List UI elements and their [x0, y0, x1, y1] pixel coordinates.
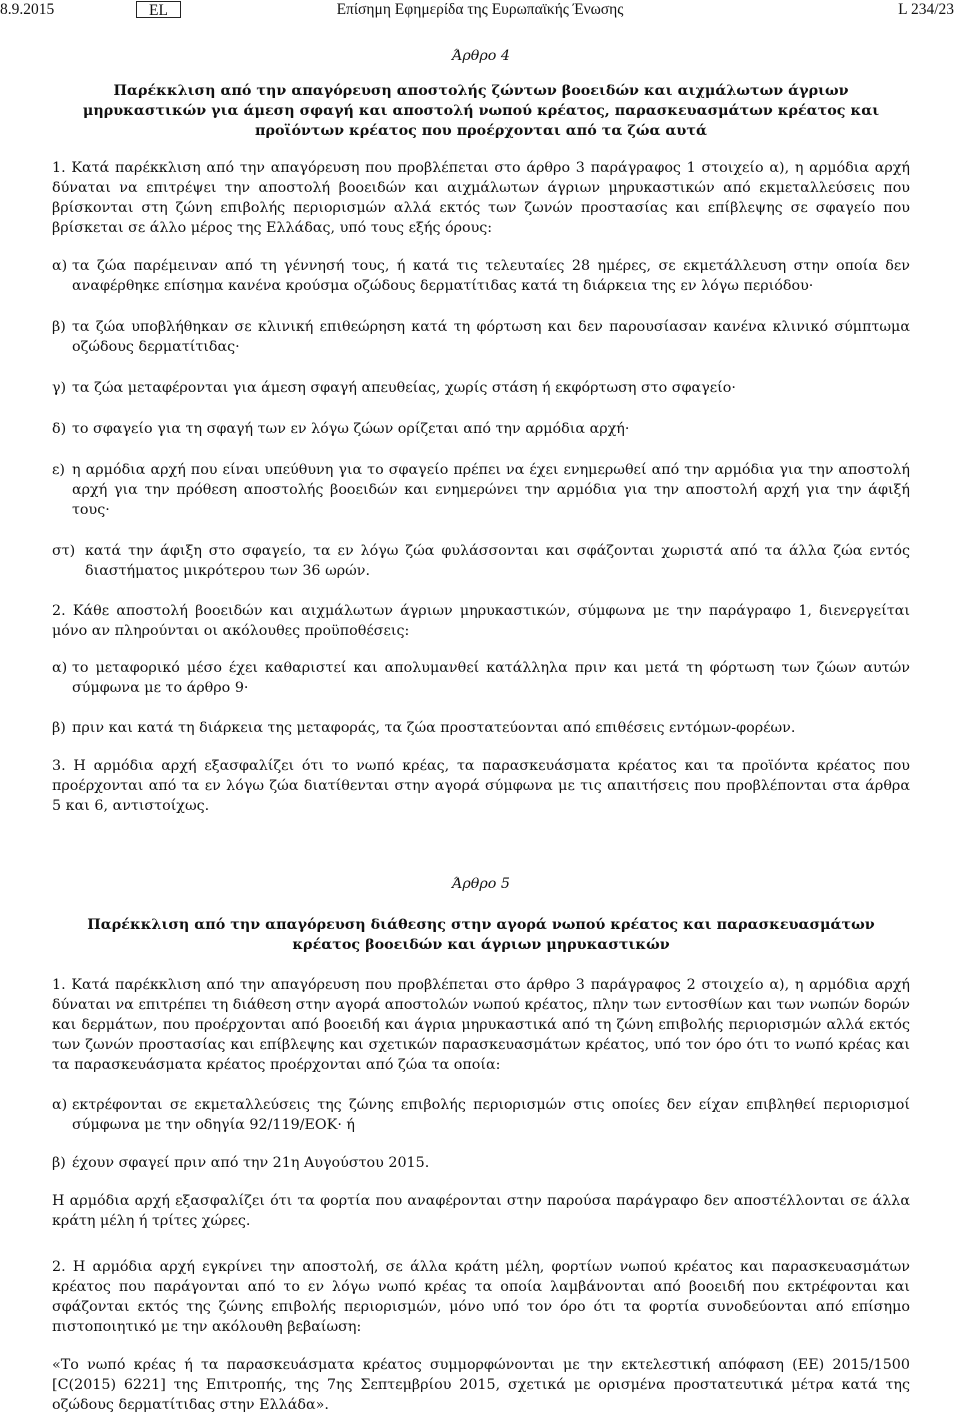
list-item-label: α)	[52, 1097, 68, 1113]
list-item	[52, 1095, 910, 1135]
header-date: 8.9.2015	[0, 1, 55, 18]
list-item	[52, 317, 910, 357]
journal-title: Επίσημη Εφημερίδα της Ευρωπαϊκής Ένωσης	[336, 1, 624, 18]
list-item-label: β)	[52, 319, 66, 335]
list-item-label: δ)	[52, 421, 67, 437]
list-item-text: το μεταφορικό μέσο έχει καθαριστεί και απολυμανθεί κατάλληλα πριν και μετά τη φόρτωση των ζώων αυτών σύμφωνα με το άρθρο 9·	[72, 660, 910, 696]
list-item-text: τα ζώα μεταφέρονται για άμεση σφαγή απευθείας, χωρίς στάση ή εκφόρτωση στο σφαγείο·	[72, 380, 736, 396]
list-item	[52, 378, 910, 398]
list-item-text: κατά την άφιξη στο σφαγείο, τα εν λόγω ζώα φυλάσσονται και σφάζονται χωριστά από τα άλλα ζώα εντός διαστήματος μικρότερου των 36 ωρών.	[85, 543, 910, 579]
article-5-paragraph-1: 1. Κατά παρέκκλιση από την απαγόρευση που προβλέπεται στο άρθρο 3 παράγραφος 2 στοιχείο α), η αρμόδια αρχή δύναται να επιτρέπει τη διάθεση στην αγορά αποστολών νωπού κρέατος, πλην των εντοσθίων και των νωπών δορών και δερμάτων, που προέρχονται από βοοειδή και άγρια μηρυκαστικά από τη ζώνη επιβολής περιορισμών αλλά εκτός των ζωνών προστασίας και επίβλεψης και σχετικών παρασκευασμάτων κρέατος, υπό τον όρο ότι το νωπό κρέας και τα παρασκευάσματα κρέατος προέρχονται από ζώα τα οποία:	[52, 977, 910, 1073]
document-body	[52, 46, 910, 1415]
article-4-title: Παρέκκλιση από την απαγόρευση αποστολής ζώντων βοοειδών και αιχμάλωτων άγριων μηρυκαστικών για άμεση σφαγή και αποστολή νωπού κρέατος, παρασκευασμάτων κρέατος και προϊόντων κρέατος που προέρχονται από τα ζώα αυτά	[82, 83, 880, 139]
list-item	[52, 256, 910, 296]
article-4-paragraph-1: 1. Κατά παρέκκλιση από την απαγόρευση που προβλέπεται στο άρθρο 3 παράγραφος 1 στοιχείο α), η αρμόδια αρχή δύναται να επιτρέψει την αποστολή βοοειδών και αιχμάλωτων άγριων μηρυκαστικών από εκμεταλλεύσεις που βρίσκονται στη ζώνη επιβολής περιορισμών αλλά εκτός των ζωνών προστασίας και επίβλεψης σε σφαγείο που βρίσκεται σε άλλο μέρος της Ελλάδας, υπό τους εξής όρους:	[52, 160, 910, 236]
article-4-paragraph-2: 2. Κάθε αποστολή βοοειδών και αιχμάλωτων άγριων μηρυκαστικών, σύμφωνα με την παράγραφο 1, διενεργείται μόνο αν πληρούνται οι ακόλουθες προϋποθέσεις:	[52, 603, 910, 639]
page-header	[0, 0, 960, 20]
list-item-label: β)	[52, 720, 66, 736]
article-4-paragraph-3: 3. Η αρμόδια αρχή εξασφαλίζει ότι το νωπό κρέας, τα παρασκευάσματα κρέατος και τα προϊόντα κρέατος που προέρχονται από τα εν λόγω ζώα διατίθενται στην αγορά σύμφωνα με τις απαιτήσεις που προβλέπονται στα άρθρα 5 και 6, αντιστοίχως.	[52, 758, 910, 814]
list-item-text: το σφαγείο για τη σφαγή των εν λόγω ζώων ορίζεται από την αρμόδια αρχή·	[72, 421, 630, 437]
list-item-text: εκτρέφονται σε εκμεταλλεύσεις της ζώνης επιβολής περιορισμών στις οποίες δεν είχαν επιβληθεί περιορισμοί σύμφωνα με την οδηγία 92/119/ΕΟΚ· ή	[72, 1097, 910, 1133]
list-item-text: η αρμόδια αρχή που είναι υπεύθυνη για το σφαγείο πρέπει να έχει ενημερωθεί από την αρμόδια για την αποστολή αρχή για την πρόθεση αποστολής βοοειδών και ενημερώνει την αρμόδια για την αποστολή αρχή για την άφιξή τους·	[72, 462, 910, 518]
list-item-label: α)	[52, 660, 68, 676]
list-item-text: τα ζώα παρέμειναν από τη γέννησή τους, ή κατά τις τελευταίες 28 ημέρες, σε εκμετάλλευση στην οποία δεν αναφέρθηκε επίσημα κανένα κρούσμα οζώδους δερματίτιδας κατά τη διάρκεια της εν λόγω περιόδου·	[72, 258, 910, 294]
list-item-text: έχουν σφαγεί πριν από την 21η Αυγούστου 2015.	[72, 1155, 430, 1171]
language-badge: EL	[136, 1, 181, 18]
list-item	[52, 419, 910, 439]
article-5-title: Παρέκκλιση από την απαγόρευση διάθεσης στην αγορά νωπού κρέατος και παρασκευασμάτων κρέατος βοοειδών και άγριων μηρυκαστικών	[87, 917, 875, 953]
list-item-label: α)	[52, 258, 68, 274]
article-5-paragraph-2: 2. Η αρμόδια αρχή εγκρίνει την αποστολή, σε άλλα κράτη μέλη, φορτίων νωπού κρέατος και παρασκευασμάτων κρέατος που παράγονται από το εν λόγω νωπό κρέας τα οποία λαμβάνονται από βοοειδή που εκτρέφονται και σφάζονται εκτός της ζώνης επιβολής περιορισμών, μόνο υπό τον όρο ότι τα φορτία συνοδεύονται από επίσημο πιστοποιητικό με την ακόλουθη βεβαίωση:	[52, 1259, 910, 1335]
list-item	[52, 460, 910, 520]
list-item	[52, 718, 910, 738]
certificate-quote: «Το νωπό κρέας ή τα παρασκευάσματα κρέατος συμμορφώνονται με την εκτελεστική απόφαση (ΕΕ) 2015/1500 [C(2015) 6221] της Επιτροπής, της 7ης Σεπτεμβρίου 2015, σχετικά με ορισμένα προστατευτικά μέτρα κατά της οζώδους δερματίτιδας στην Ελλάδα».	[52, 1357, 910, 1413]
list-item-text: πριν και κατά τη διάρκεια της μεταφοράς, τα ζώα προστατεύονται από επιθέσεις εντόμων-φορέων.	[72, 720, 796, 736]
list-item	[52, 1153, 910, 1173]
article-4-heading: Άρθρο 4	[452, 48, 510, 64]
article-5-heading: Άρθρο 5	[452, 876, 510, 892]
list-item	[52, 541, 910, 581]
page-reference: L 234/23	[898, 1, 954, 18]
article-5-paragraph-1-closing: Η αρμόδια αρχή εξασφαλίζει ότι τα φορτία που αναφέρονται στην παρούσα παράγραφο δεν αποστέλλονται σε άλλα κράτη μέλη ή τρίτες χώρες.	[52, 1193, 910, 1229]
list-item-label: στ)	[52, 543, 76, 559]
list-item-label: ε)	[52, 462, 65, 478]
list-item-label: β)	[52, 1155, 66, 1171]
list-item-label: γ)	[52, 380, 67, 396]
list-item	[52, 658, 910, 698]
list-item-text: τα ζώα υποβλήθηκαν σε κλινική επιθεώρηση κατά τη φόρτωση και δεν παρουσίασαν κανένα κλινικό σύμπτωμα οζώδους δερματίτιδας·	[72, 319, 910, 355]
